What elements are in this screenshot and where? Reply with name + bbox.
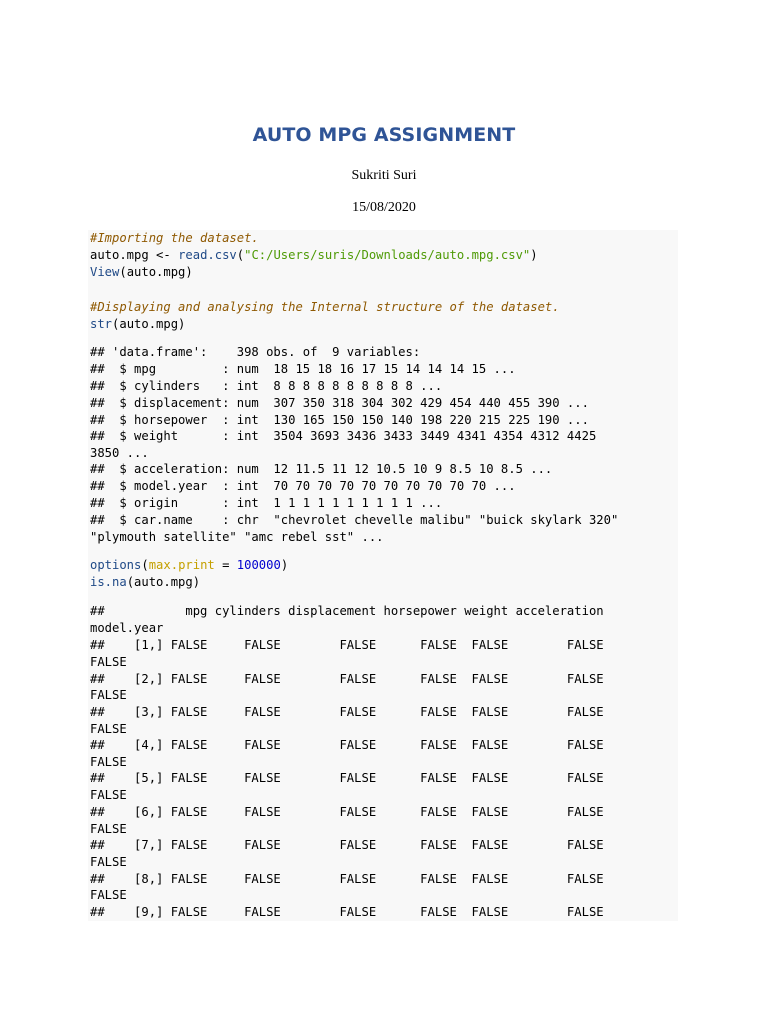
code-text: (auto.mpg) <box>119 265 193 279</box>
code-text: (auto.mpg) <box>126 575 201 589</box>
output-line: ## $ mpg : num 18 15 18 16 17 15 14 14 14 15 ... <box>90 362 516 376</box>
code-function: options <box>90 558 142 572</box>
code-function: str <box>90 317 113 331</box>
code-number: 100000 <box>236 558 281 572</box>
output-line: ## [1,] FALSE FALSE FALSE FALSE FALSE FALSE <box>90 638 604 652</box>
output-line: ## [7,] FALSE FALSE FALSE FALSE FALSE FALSE <box>90 838 604 852</box>
output-line: ## [8,] FALSE FALSE FALSE FALSE FALSE FALSE <box>90 872 604 886</box>
code-line-read-csv <box>90 247 538 264</box>
output-line: ## $ horsepower : int 130 165 150 150 140 198 220 215 225 190 ... <box>90 413 589 427</box>
document-date: 15/08/2020 <box>352 200 416 215</box>
code-function: View <box>90 265 120 279</box>
output-line: FALSE <box>90 822 127 836</box>
output-line: FALSE <box>90 722 127 736</box>
code-text: (auto.mpg) <box>112 317 186 331</box>
output-line: ## $ origin : int 1 1 1 1 1 1 1 1 1 1 ... <box>90 496 443 510</box>
code-comment-structure: #Displaying and analysing the Internal structure of the dataset. <box>90 300 560 314</box>
code-line-options <box>90 557 288 574</box>
code-text: ( <box>141 558 149 572</box>
code-function: is.na <box>90 575 127 589</box>
code-line-view <box>90 264 193 281</box>
output-line: ## [9,] FALSE FALSE FALSE FALSE FALSE FALSE <box>90 905 604 919</box>
document-author: Sukriti Suri <box>351 168 417 183</box>
output-line: ## $ car.name : chr "chevrolet chevelle malibu" "buick skylark 320" <box>90 513 619 527</box>
code-text: ) <box>530 248 538 262</box>
output-line: ## mpg cylinders displacement horsepower weight acceleration <box>90 604 604 618</box>
code-text: auto.mpg <- <box>90 248 179 262</box>
output-line: ## $ cylinders : int 8 8 8 8 8 8 8 8 8 8 ... <box>90 379 443 393</box>
output-line: ## 'data.frame': 398 obs. of 9 variables: <box>90 345 421 359</box>
code-line-str <box>90 316 185 333</box>
document-title: AUTO MPG ASSIGNMENT <box>252 124 516 146</box>
output-line: "plymouth satellite" "amc rebel sst" ... <box>90 530 384 544</box>
output-line: ## [6,] FALSE FALSE FALSE FALSE FALSE FALSE <box>90 805 604 819</box>
output-line: 3850 ... <box>90 446 149 460</box>
code-text: = <box>214 558 237 572</box>
code-text: ) <box>280 558 289 572</box>
output-line: ## [2,] FALSE FALSE FALSE FALSE FALSE FALSE <box>90 672 604 686</box>
output-line: FALSE <box>90 755 127 769</box>
output-line: ## $ displacement: num 307 350 318 304 302 429 454 440 455 390 ... <box>90 396 589 410</box>
code-line-is-na <box>90 574 200 591</box>
output-line: ## [4,] FALSE FALSE FALSE FALSE FALSE FALSE <box>90 738 604 752</box>
code-string: "C:/Users/suris/Downloads/auto.mpg.csv" <box>244 248 531 262</box>
output-line: ## $ weight : int 3504 3693 3436 3433 3449 4341 4354 4312 4425 <box>90 429 597 443</box>
output-line: FALSE <box>90 655 127 669</box>
output-line: model.year <box>90 621 164 635</box>
output-line: FALSE <box>90 855 127 869</box>
code-argument: max.print <box>148 558 215 572</box>
code-text: ( <box>236 248 245 262</box>
code-function: read.csv <box>178 248 237 262</box>
output-line: ## [5,] FALSE FALSE FALSE FALSE FALSE FALSE <box>90 771 604 785</box>
output-line: ## $ model.year : int 70 70 70 70 70 70 70 70 70 70 ... <box>90 479 516 493</box>
output-line: FALSE <box>90 788 127 802</box>
output-line: ## [3,] FALSE FALSE FALSE FALSE FALSE FALSE <box>90 705 604 719</box>
output-line: ## $ acceleration: num 12 11.5 11 12 10.5 10 9 8.5 10 8.5 ... <box>90 462 553 476</box>
code-comment-import: #Importing the dataset. <box>90 231 259 245</box>
output-line: FALSE <box>90 688 127 702</box>
output-line: FALSE <box>90 888 127 902</box>
